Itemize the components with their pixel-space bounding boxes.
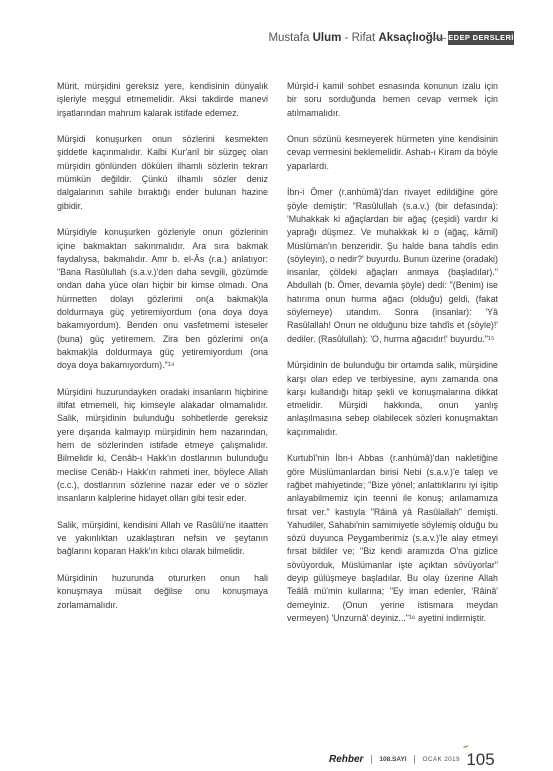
header-authors	[268, 32, 443, 44]
right-column	[287, 80, 498, 625]
paragraph: Mürşidiyle konuşurken gözleriyle onun gözlerinin içine bakmaktan sakınmalıdır. Ara sıra bakmak faydalıysa, bakmalıdır. Amr b. el-Âs (r.a.) anlatıyor: "Bana Rasûlullah (s.a.v.)'den daha sevgili, gözümde ondan daha yüce olan hiçbir bir kimse olmadı. Ona hürmetten dolayı gözlerimi on(a bakmak)la doldurmaya güç yetiremiyordum (ona doya doya bakamıyordum). Benden onu vasfetmemi isteseler (buna) güç yetiremem. Zira ben gözlerimi on(a bakmak)la doldurmaya güç yetiremiyordum (ona doya doya bakamıyordum)."¹⁴	[57, 227, 268, 371]
magazine-name: Rehber	[329, 753, 364, 765]
footer-divider	[371, 755, 372, 764]
author1-last-name: Ulum	[312, 32, 342, 44]
section-badge: EDEP DERSLERİ	[448, 31, 514, 45]
issue-date: OCAK 2019	[422, 755, 460, 763]
page-number: 105	[466, 749, 495, 769]
paragraph: Mürşidini huzurundayken oradaki insanların hiçbirine iltifat etmemeli, hiç kimseyle alakadar olmamalıdır. Salik, mürşidinin bulunduğu sohbetlerde gereksiz yere dışarıda kalmayıp mürşidinin hem nazarından, hem de sözlerinden istifade etmeye çalışmalıdır. Bilmelidir ki, Cenâb-ı Hakk'ın dostlarının bulunduğu meclise Cenâb-ı Hakk'ın rahmeti iner, böylece Allah (c.c.), dostlarının sözlerine nazar eder ve o sözler insanların kalplerine hidayet olları gibi tesir eder.	[57, 386, 268, 504]
paragraph: Salik, mürşidini, kendisini Allah ve Rasûlü'ne itaatten ve yakınlıktan uzaklaştıran nefsin ve şeytanın bağlarını koparan Hakk'ın kılıcı olarak bilmelidir.	[57, 519, 268, 557]
author-separator: -	[344, 32, 349, 44]
paragraph: Mürşid-i kamil sohbet esnasında konunun izalu için bir soru sorduğunda hemen cevap vermek için atılmamalıdır.	[287, 81, 498, 118]
header-rule	[430, 38, 446, 39]
paragraph: Mürit, mürşidini gereksiz yere, kendisinin dünyalık işleriyle meşgul etmemelidir. Aksi takdirde manevi irşatlarından mahrum kalarak istifade edemez.	[57, 81, 268, 118]
paragraph: Kurtubî'nin İbn-i Abbas (r.anhümâ)'dan nakletiğine göre Müslümanlardan birisi Nebi (s.a.v.)'e talep ve rağbet mahiyetinde; "Bize yönel; anlattıklarını iyi işitip anlayabilmemiz için teenni ile konuş; anlamamıza fırsat ver." kastıyla "Râinâ yâ Rasûlallah" demişti. Yahudiler, Sahabi'nin samimiyetle söylemiş olduğu bu sözü duyunca Peygamberimiz (s.a.v.)'le alay etmeyi fırsat bildiler ve; "Biz kendi aramızda O'na gizlice sövüyorduk, Müslümanlar işte açıktan sövüyorlar" deyip gülüşmeye başladılar. Bu olay üzerine Allah Teâlâ mü'min kullarına; "Ey iman edenler, 'Râinâ' demeyiniz. (Onun yerine istismara meydan vermeyen) 'Unzurnâ' deyiniz..."¹⁶ ayetini indirmiştir.	[287, 453, 498, 623]
page-header	[0, 30, 553, 50]
author2-last-name: Aksaçlıoğlu	[378, 32, 443, 44]
page-number-block	[466, 749, 494, 770]
page-footer	[329, 749, 495, 769]
left-column	[57, 80, 268, 612]
author1-first-name: Mustafa	[268, 32, 310, 44]
paragraph: Mürşidinin de bulunduğu bir ortamda salik, mürşidine karşı olan edep ve terbiyesine, aynı zamanda ona karşı kullandığı hitap şekli ve konuşmalarına dikkat etmelidir. Mürşidi hakkında, onun yanlış anlaşılmasına sebep olabilecek sözleri konuşmaktan kaçınmalıdır.	[287, 360, 498, 437]
author2-first-name: Rifat	[351, 32, 376, 44]
paragraph: Onun sözünü kesmeyerek hürmeten yine kendisinin cevap vermesini beklemelidir. Ashab-ı Kiram da böyle yaparlardı.	[287, 134, 498, 171]
paragraph: Mürşidinin huzurunda otururken onun hali konuşmaya müsait değilse onu konuşmaya zorlamamalıdır.	[57, 572, 268, 610]
issue-number: 108.SAYI	[379, 755, 407, 763]
footer-divider	[414, 755, 415, 764]
paragraph: Mürşidi konuşurken onun sözlerini kesmekten şiddetle kaçınmalıdır. Kalbi Kur'anî bir süzgeç olan mürşidin gönlünden dökülen ilhamlı sözlerin tekrarı mümkün değildir. Çünkü ilhamlı sözler deniz dalgalarının sahile bıraktığı ender bulunan hazine gibidir.	[57, 134, 268, 211]
paragraph: İbn-i Ömer (r.anhümâ)'dan rivayet edildiğine göre şöyle demiştir: "Rasûlullah (s.a.v.) (bir defasında): 'Muhakkak ki ağaçlardan bir ağaç (çeşidi) vardır ki yaprağı düşmez. Ve muhakkak ki o (ağaç, kâmil) Müslüman'ın benzeridir. Şu halde bana tahdîs edin (söyleyin), o nedir?' buyurdu. Bunun üzerine (oradaki) insanlar, çöldeki ağaçları anmaya (başladılar)." Abdullah (b. Ömer, devamla şöyle) dedi: "(Benim) ise hatırıma onun hurma ağacı (olduğu) geldi, (fakat söylemeye) utandım. Sonra (insanlar): 'Yâ Rasûlallah! Onun ne olduğunu bize tahdîs et (söyle)!' dediler. (Rasûlullah): 'O, hurma ağacıdır!' buyurdu."¹⁵	[287, 187, 498, 344]
